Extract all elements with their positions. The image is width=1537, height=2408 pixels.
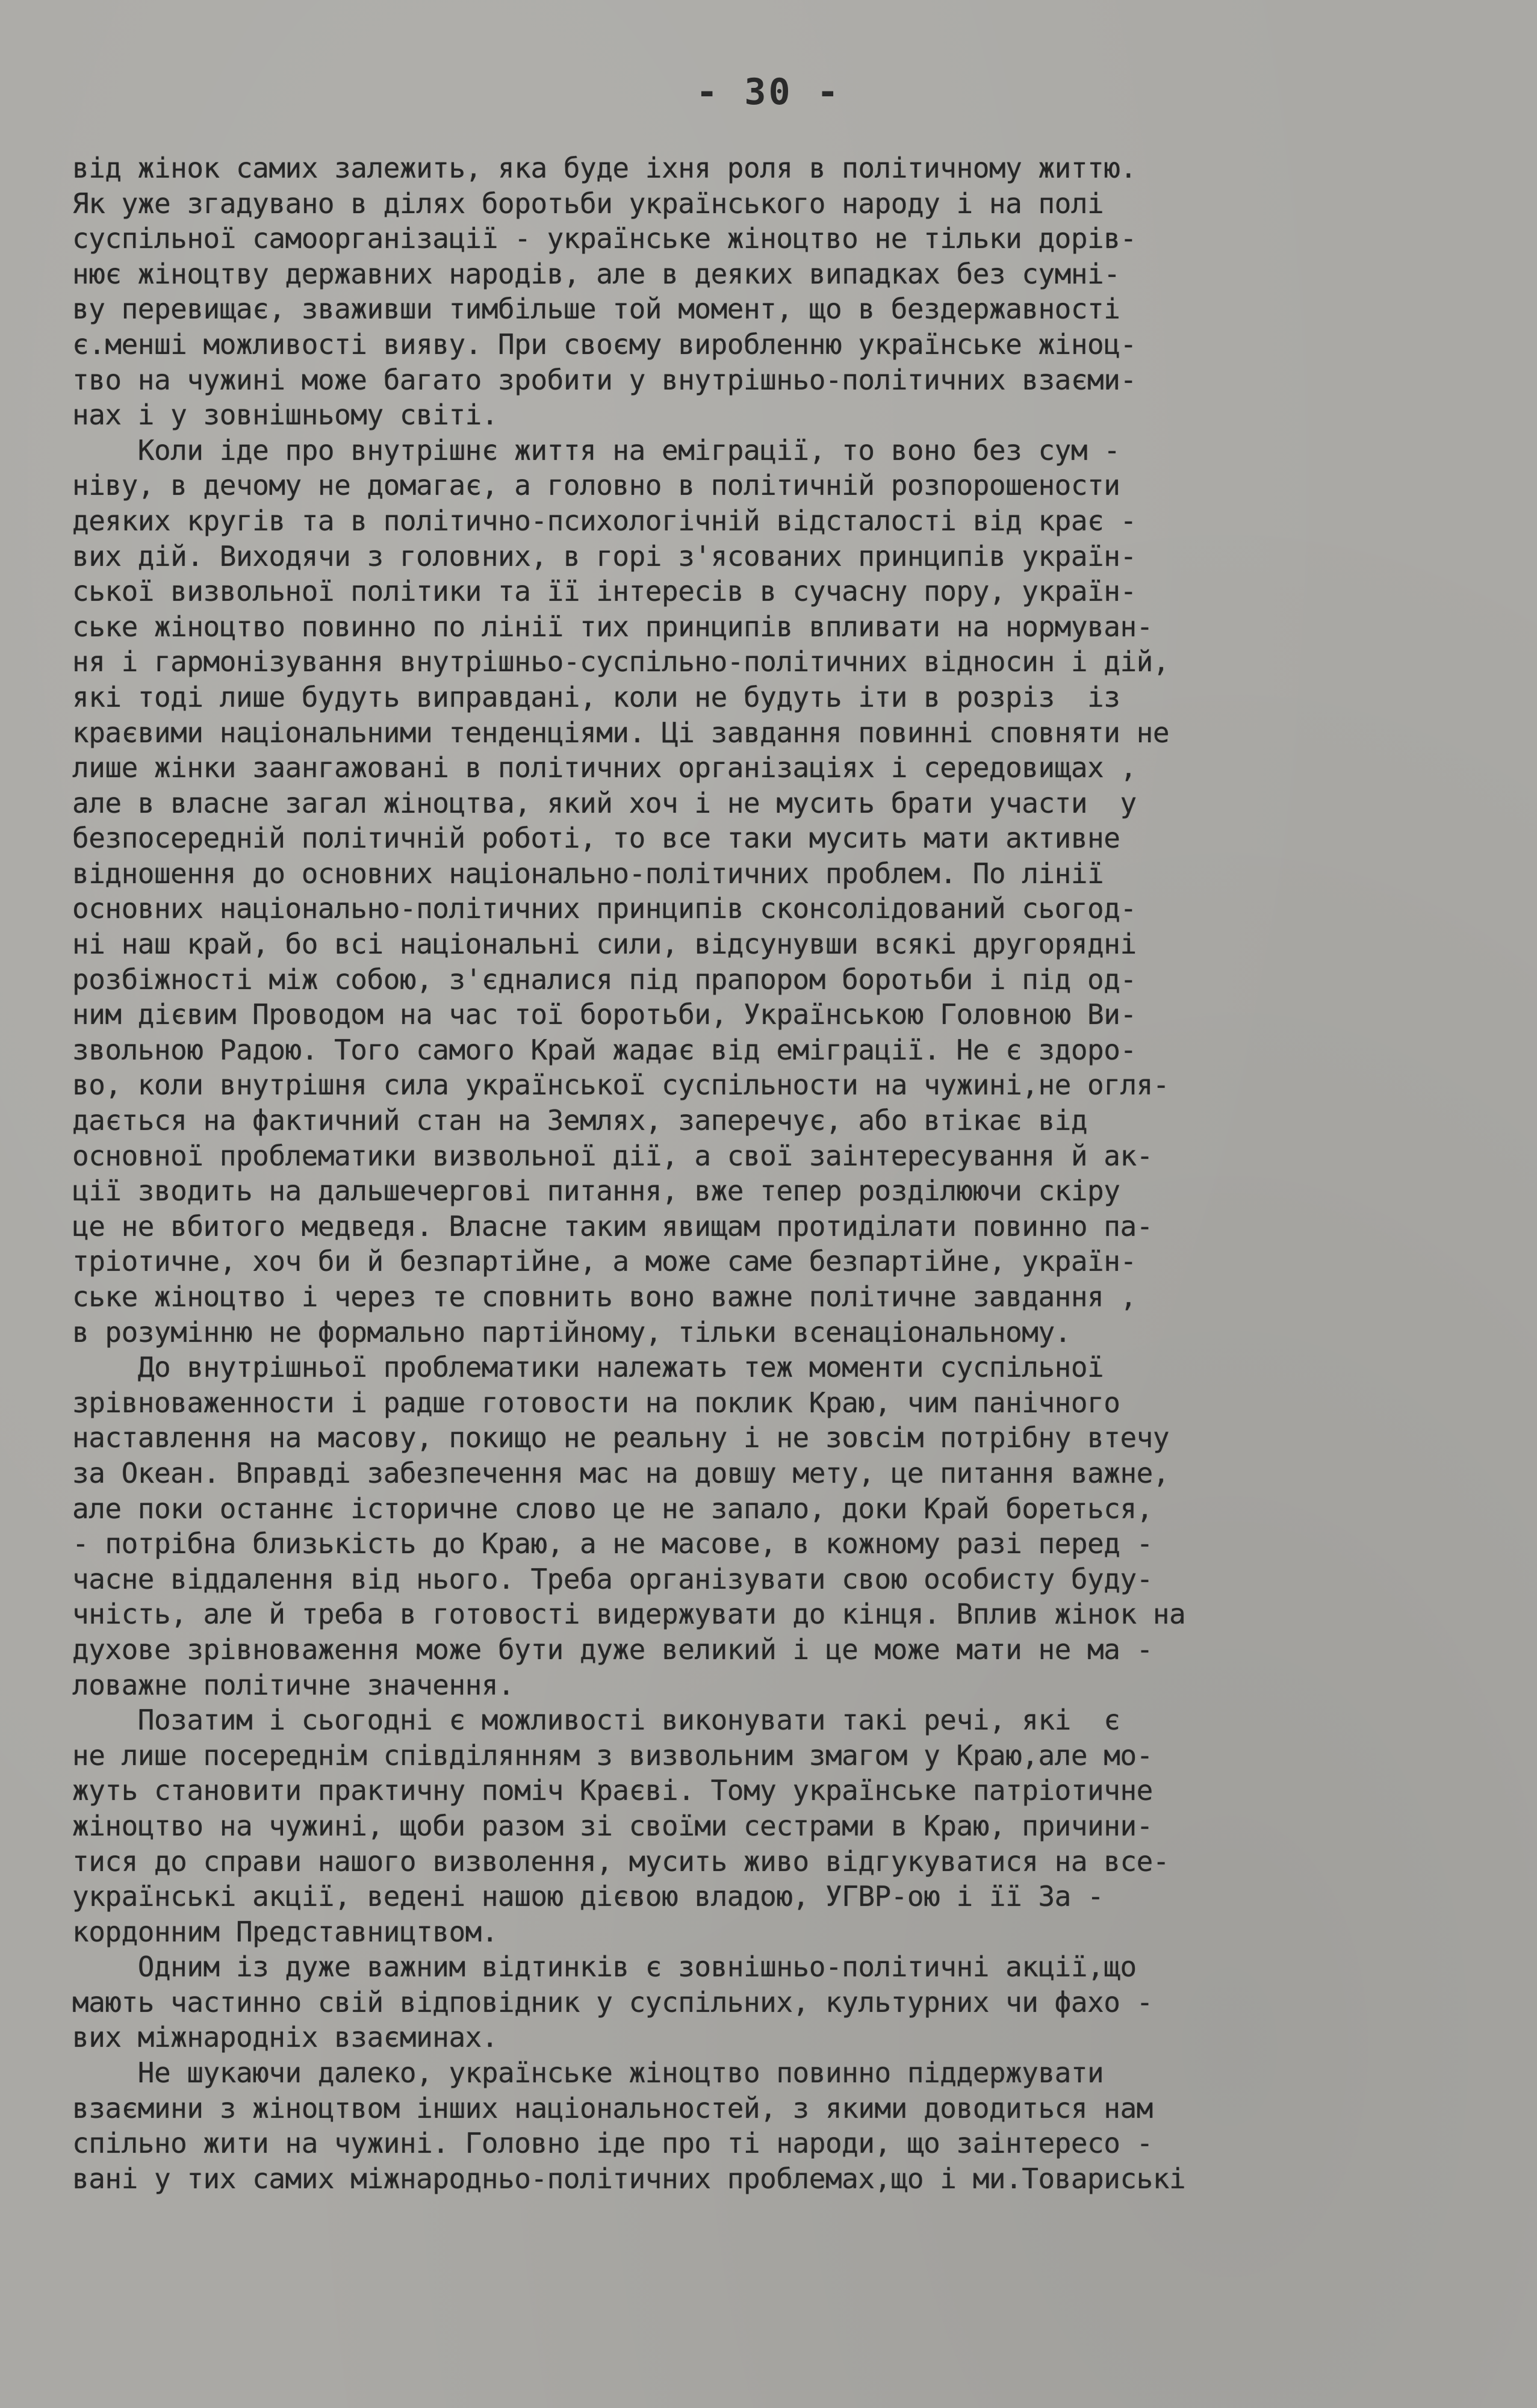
text-line: Не шукаючи далеко, українське жіноцтво повинно піддержувати <box>72 2056 1104 2090</box>
text-line: але поки останнє історичне слово це не запало, доки Край бореться, <box>72 1492 1153 1525</box>
text-line: тріотичне, хоч би й безпартійне, а може саме безпартійне, україн- <box>72 1245 1137 1278</box>
text-line: ні наш край, бо всі національні сили, відсунувши всякі другорядні <box>72 928 1137 961</box>
text-line: ву перевищає, зваживши тимбільше той момент, що в бездержавності <box>72 293 1120 326</box>
text-line: звольною Радою. Того самого Край жадає від еміграції. Не є здоро- <box>72 1033 1137 1066</box>
text-line: краєвими національними тенденціями. Ці завдання повинні сповняти не <box>72 716 1170 749</box>
text-line: Одним із дуже важним відтинків є зовнішньо-політичні акції,що <box>72 1950 1137 1984</box>
text-line: нює жіноцтву державних народів, але в деяких випадках без сумні- <box>72 257 1120 290</box>
typewritten-body-text <box>72 150 1481 2196</box>
text-line: мають частинно свій відповідник у суспільних, культурних чи фахо - <box>72 1985 1153 2019</box>
text-line: наставлення на масову, покищо не реальну і не зовсім потрібну втечу <box>72 1421 1170 1454</box>
text-line: суспільної самоорганізації - українське жіноцтво не тільки дорів- <box>72 222 1137 255</box>
text-line: українські акції, ведені нашою дієвою владою, УГВР-ою і її За - <box>72 1880 1104 1913</box>
text-line: тися до справи нашого визволення, мусить живо відгукуватися на все- <box>72 1845 1170 1878</box>
text-line: є.менші можливості вияву. При своєму виробленню українське жіноц- <box>72 327 1137 361</box>
text-line: - потрібна близькість до Краю, а не масове, в кожному разі перед - <box>72 1527 1153 1560</box>
text-line: від жінок самих залежить, яка буде іхня роля в політичному життю. <box>72 152 1137 184</box>
text-line: за Океан. Вправді забезпечення мас на довшу мету, це питання важне, <box>72 1456 1170 1489</box>
text-line: ції зводить на дальшечергові питання, вже тепер розділюючи скіру <box>72 1175 1120 1208</box>
text-line: безпосередній політичній роботі, то все таки мусить мати активне <box>72 822 1120 855</box>
text-line: чність, але й треба в готовості видержувати до кінця. Вплив жінок на <box>72 1598 1186 1631</box>
text-line: ське жіноцтво і через те сповнить воно важне політичне завдання , <box>72 1280 1137 1313</box>
text-line: відношення до основних національно-політичних проблем. По лінії <box>72 857 1104 890</box>
text-line: які тоді лише будуть виправдані, коли не будуть іти в розріз із <box>72 680 1120 713</box>
page-number: - 30 - <box>696 71 841 113</box>
text-line: тво на чужині може багато зробити у внутрішньо-політичних взаєми- <box>72 363 1137 396</box>
text-line: взаємини з жіноцтвом інших національностей, з якими доводиться нам <box>72 2091 1153 2124</box>
text-line: спільно жити на чужині. Головно іде про ті народи, що заінтересо - <box>72 2127 1153 2160</box>
text-line: ловажне політичне значення. <box>72 1668 515 1701</box>
text-line: ської визвольної політики та її інтересів в сучасну пору, україн- <box>72 575 1137 608</box>
text-line: ське жіноцтво повинно по лінії тих принципів впливати на нормуван- <box>72 610 1153 643</box>
text-line: в розумінню не формально партійному, тільки всенаціональному. <box>72 1315 1071 1348</box>
text-line: деяких кругів та в політично-психологічній відсталості від крає - <box>72 504 1137 537</box>
text-line: Коли іде про внутрішнє життя на еміграції, то воно без сум - <box>72 433 1120 467</box>
text-line: кордонним Представництвом. <box>72 1915 498 1948</box>
text-line: це не вбитого медведя. Власне таким явищам протиділати повинно па- <box>72 1209 1153 1243</box>
text-line: ня і гармонізування внутрішньо-суспільно-політичних відносин і дій, <box>72 645 1170 678</box>
text-line: зрівноваженности і радше готовости на поклик Краю, чим панічного <box>72 1386 1120 1419</box>
text-line: До внутрішньої проблематики належать теж моменти суспільної <box>72 1351 1104 1384</box>
text-line: дається на фактичний стан на Землях, заперечує, або втікає від <box>72 1104 1088 1137</box>
text-line: лише жінки заангажовані в політичних організаціях і середовищах , <box>72 751 1137 784</box>
text-line: але в власне загал жіноцтва, який хоч і не мусить брати участи у <box>72 786 1137 819</box>
text-line: нах і у зовнішньому світі. <box>72 399 498 432</box>
text-line: духове зрівноваження може бути дуже великий і це може мати не ма - <box>72 1633 1153 1666</box>
text-line: ніву, в дечому не домагає, а головно в політичній розпорошености <box>72 469 1120 502</box>
text-line: вих дій. Виходячи з головних, в горі з'ясованих принципів україн- <box>72 539 1137 573</box>
text-line: розбіжності між собою, з'єдналися під прапором боротьби і під од- <box>72 963 1137 996</box>
text-line: жіноцтво на чужині, щоби разом зі своїми сестрами в Краю, причини- <box>72 1809 1153 1842</box>
text-line: во, коли внутрішня сила української суспільности на чужині,не огля- <box>72 1069 1170 1102</box>
text-line: основних національно-політичних принципів сконсолідований сьогод- <box>72 892 1137 925</box>
text-line: Як уже згадувано в ділях боротьби українського народу і на полі <box>72 187 1104 220</box>
text-line: не лише посереднім співділянням з визвольним змагом у Краю,але мо- <box>72 1739 1153 1772</box>
text-line: вані у тих самих міжнародньо-політичних проблемах,що і ми.Товариські <box>72 2162 1186 2195</box>
text-line: вих міжнародніх взаєминах. <box>72 2021 498 2054</box>
text-line: часне віддалення від нього. Треба організувати свою особисту буду- <box>72 1562 1153 1595</box>
text-line: основної проблематики визвольної дії, а свої заінтересування й ак- <box>72 1139 1153 1172</box>
text-line: ним дієвим Проводом на час тої боротьби, Українською Головною Ви- <box>72 998 1137 1031</box>
text-line: жуть становити практичну поміч Краєві. Тому українське патріотичне <box>72 1774 1153 1807</box>
text-line: Позатим і сьогодні є можливості виконувати такі речі, які є <box>72 1704 1120 1737</box>
